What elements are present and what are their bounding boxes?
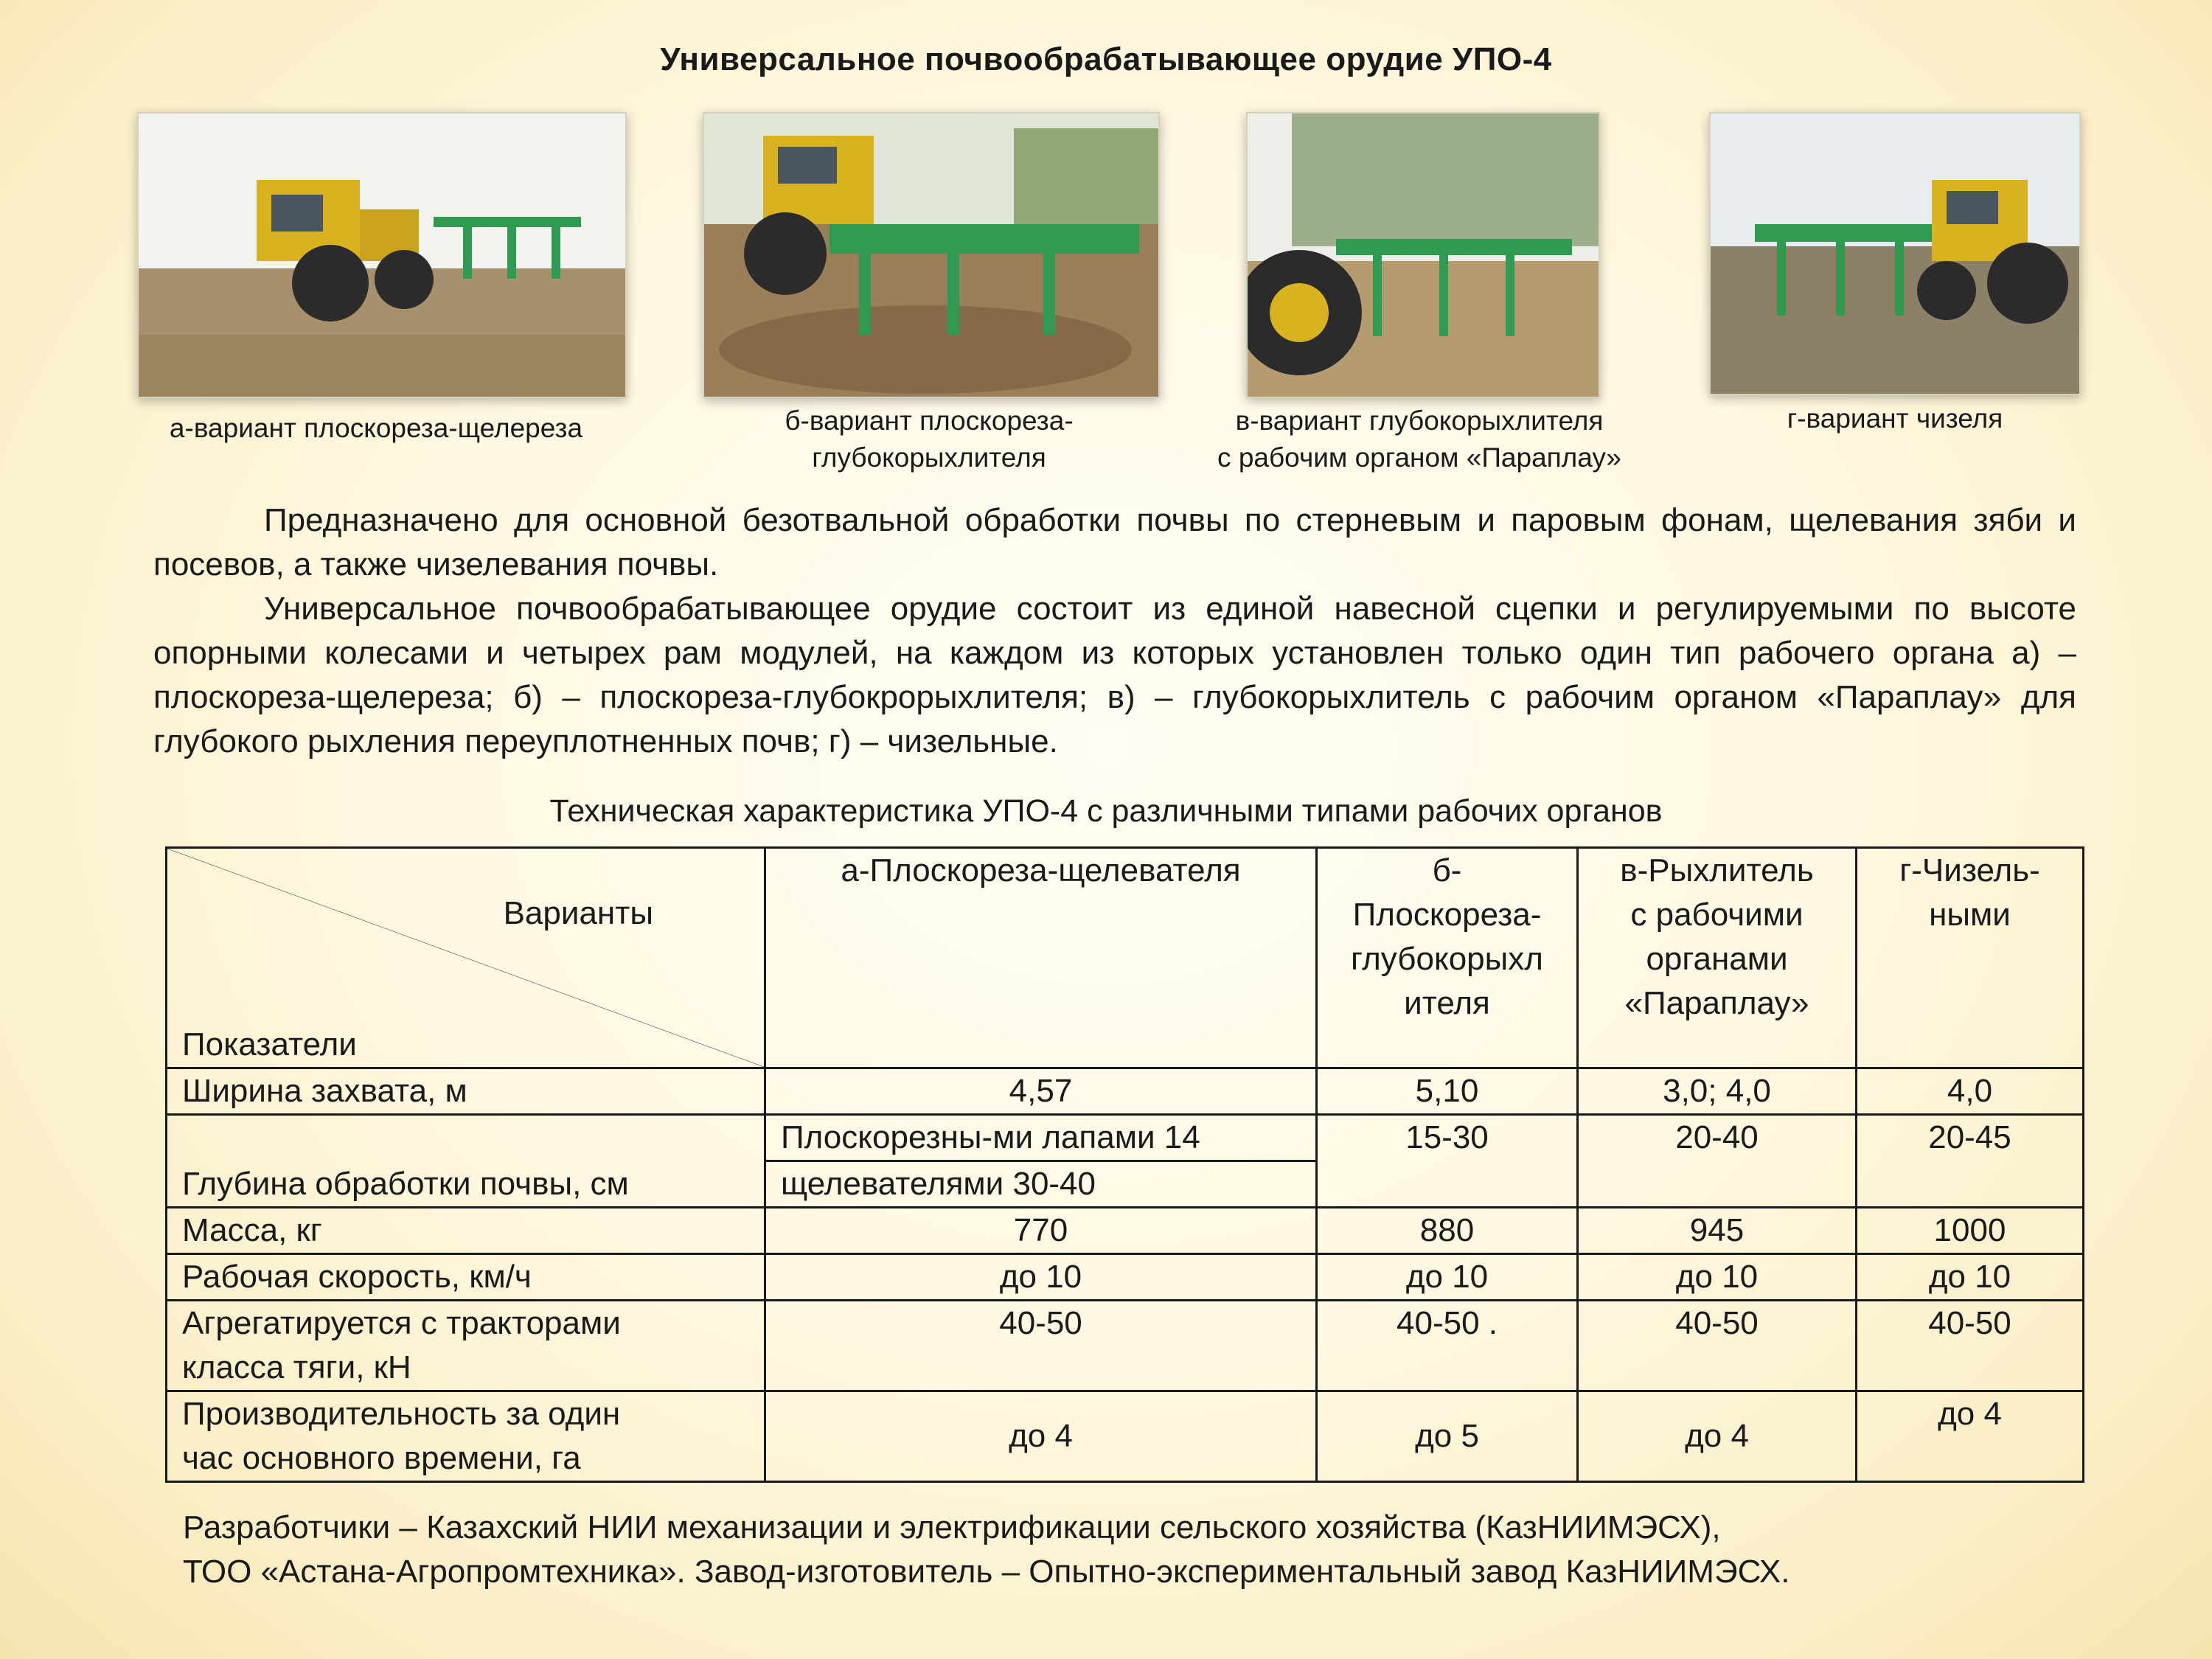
table-header-row xyxy=(167,848,2084,1068)
table-cell: до 4 xyxy=(1857,1391,2084,1482)
table-cell: до 10 xyxy=(1578,1254,1857,1301)
row-label: Ширина захвата, м xyxy=(167,1068,765,1115)
description xyxy=(153,498,2076,764)
photo-variant-a xyxy=(137,112,627,398)
tractor-with-deep-loosener-photo xyxy=(704,114,1158,397)
table-cell: 40-50 xyxy=(765,1301,1317,1391)
photo-variant-b xyxy=(703,112,1160,398)
tractor-with-chisel-photo xyxy=(1711,114,2079,394)
table-row xyxy=(167,1301,2084,1391)
row-label: Агрегатируется с тракторами класса тяги, кН xyxy=(167,1301,765,1391)
caption-variant-a: а-вариант плоскореза-щелереза xyxy=(169,413,583,443)
table-cell: 4,57 xyxy=(765,1068,1317,1115)
photo-variant-c xyxy=(1246,112,1600,398)
header-variant-a: а-Плоскореза-щелевателя xyxy=(765,848,1317,1068)
table-cell: до 5 xyxy=(1317,1391,1578,1482)
table-cell: Плоскорезны-ми лапами 14 xyxy=(765,1115,1317,1161)
description-paragraph: Предназначено для основной безотвальной обработки почвы по стерневым и паровым фонам, щелевания зяби и посевов, а также чизелевания почвы. xyxy=(153,502,2076,582)
tractor-with-flat-cutter-photo xyxy=(139,114,625,397)
row-label: Рабочая скорость, км/ч xyxy=(167,1254,765,1301)
table-row xyxy=(167,1115,2084,1161)
table-row xyxy=(167,1254,2084,1301)
table-cell: 880 xyxy=(1317,1208,1578,1254)
table-cell: до 4 xyxy=(765,1391,1317,1482)
table-cell: 3,0; 4,0 xyxy=(1578,1068,1857,1115)
row-label: Глубина обработки почвы, см xyxy=(167,1115,765,1208)
footer xyxy=(183,1506,1790,1594)
row-label: Масса, кг xyxy=(167,1208,765,1254)
table-row xyxy=(167,1068,2084,1115)
table-cell: 15-30 xyxy=(1317,1115,1578,1208)
page-title: Универсальное почвообрабатывающее орудие УПО-4 xyxy=(660,41,1552,77)
table-cell: до 4 xyxy=(1578,1391,1857,1482)
photo-variant-d xyxy=(1709,112,2081,395)
table-cell: 40-50 xyxy=(1857,1301,2084,1391)
spec-table xyxy=(165,846,2084,1483)
caption-variant-c: в-вариант глубокорыхлителя с рабочим органом «Параплау» xyxy=(1217,406,1621,473)
caption-variant-d: г-вариант чизеля xyxy=(1787,403,2003,434)
caption-variant-b: б-вариант плоскореза- глубокорыхлителя xyxy=(785,406,1074,473)
variants-label: Варианты xyxy=(503,895,653,931)
diagonal-header-cell xyxy=(167,848,765,1068)
header-variant-c: в-Рыхлитель с рабочими органами «Параплау» xyxy=(1578,848,1857,1068)
description-paragraph: Универсальное почвообрабатывающее орудие состоит из единой навесной сцепки и регулируемыми по высоте опорными колесами и четырех рам модулей, на каждом из которых установлен только один тип рабочего органа а) – плоскореза-щелереза; б) – плоскореза-глубокрорыхлителя; в) – глубокорыхлитель с рабочим органом «Параплау» для глубокого рыхления переуплотненных почв; г) – чизельные. xyxy=(153,591,2076,759)
header-variant-d: г-Чизель- ными xyxy=(1857,848,2084,1068)
table-cell: 770 xyxy=(765,1208,1317,1254)
table-cell: 5,10 xyxy=(1317,1068,1578,1115)
table-cell: до 10 xyxy=(765,1254,1317,1301)
table-cell: 40-50 xyxy=(1578,1301,1857,1391)
table-cell: 20-40 xyxy=(1578,1115,1857,1208)
table-cell: до 10 xyxy=(1317,1254,1578,1301)
table-cell: 4,0 xyxy=(1857,1068,2084,1115)
row-label: Производительность за один час основного времени, га xyxy=(167,1391,765,1482)
table-cell: до 10 xyxy=(1857,1254,2084,1301)
header-variant-b: б- Плоскореза- глубокорыхл ителя xyxy=(1317,848,1578,1068)
table-cell: 1000 xyxy=(1857,1208,2084,1254)
table-caption: Техническая характеристика УПО-4 с различными типами рабочих органов xyxy=(549,793,1663,829)
table-cell: щелевателями 30-40 xyxy=(765,1161,1317,1208)
tractor-with-paraplow-photo xyxy=(1248,114,1599,397)
table-cell: 40-50 . xyxy=(1317,1301,1578,1391)
table-row xyxy=(167,1208,2084,1254)
footer-line: ТОО «Астана-Агропромтехника». Завод-изготовитель – Опытно-экспериментальный завод КазНИИМЭСХ. xyxy=(183,1554,1790,1590)
footer-line: Разработчики – Казахский НИИ механизации и электрификации сельского хозяйства (КазНИИМЭСХ), xyxy=(183,1509,1721,1545)
table-cell: 945 xyxy=(1578,1208,1857,1254)
indicators-label: Показатели xyxy=(182,1026,357,1062)
table-cell: 20-45 xyxy=(1857,1115,2084,1208)
table-row xyxy=(167,1391,2084,1482)
